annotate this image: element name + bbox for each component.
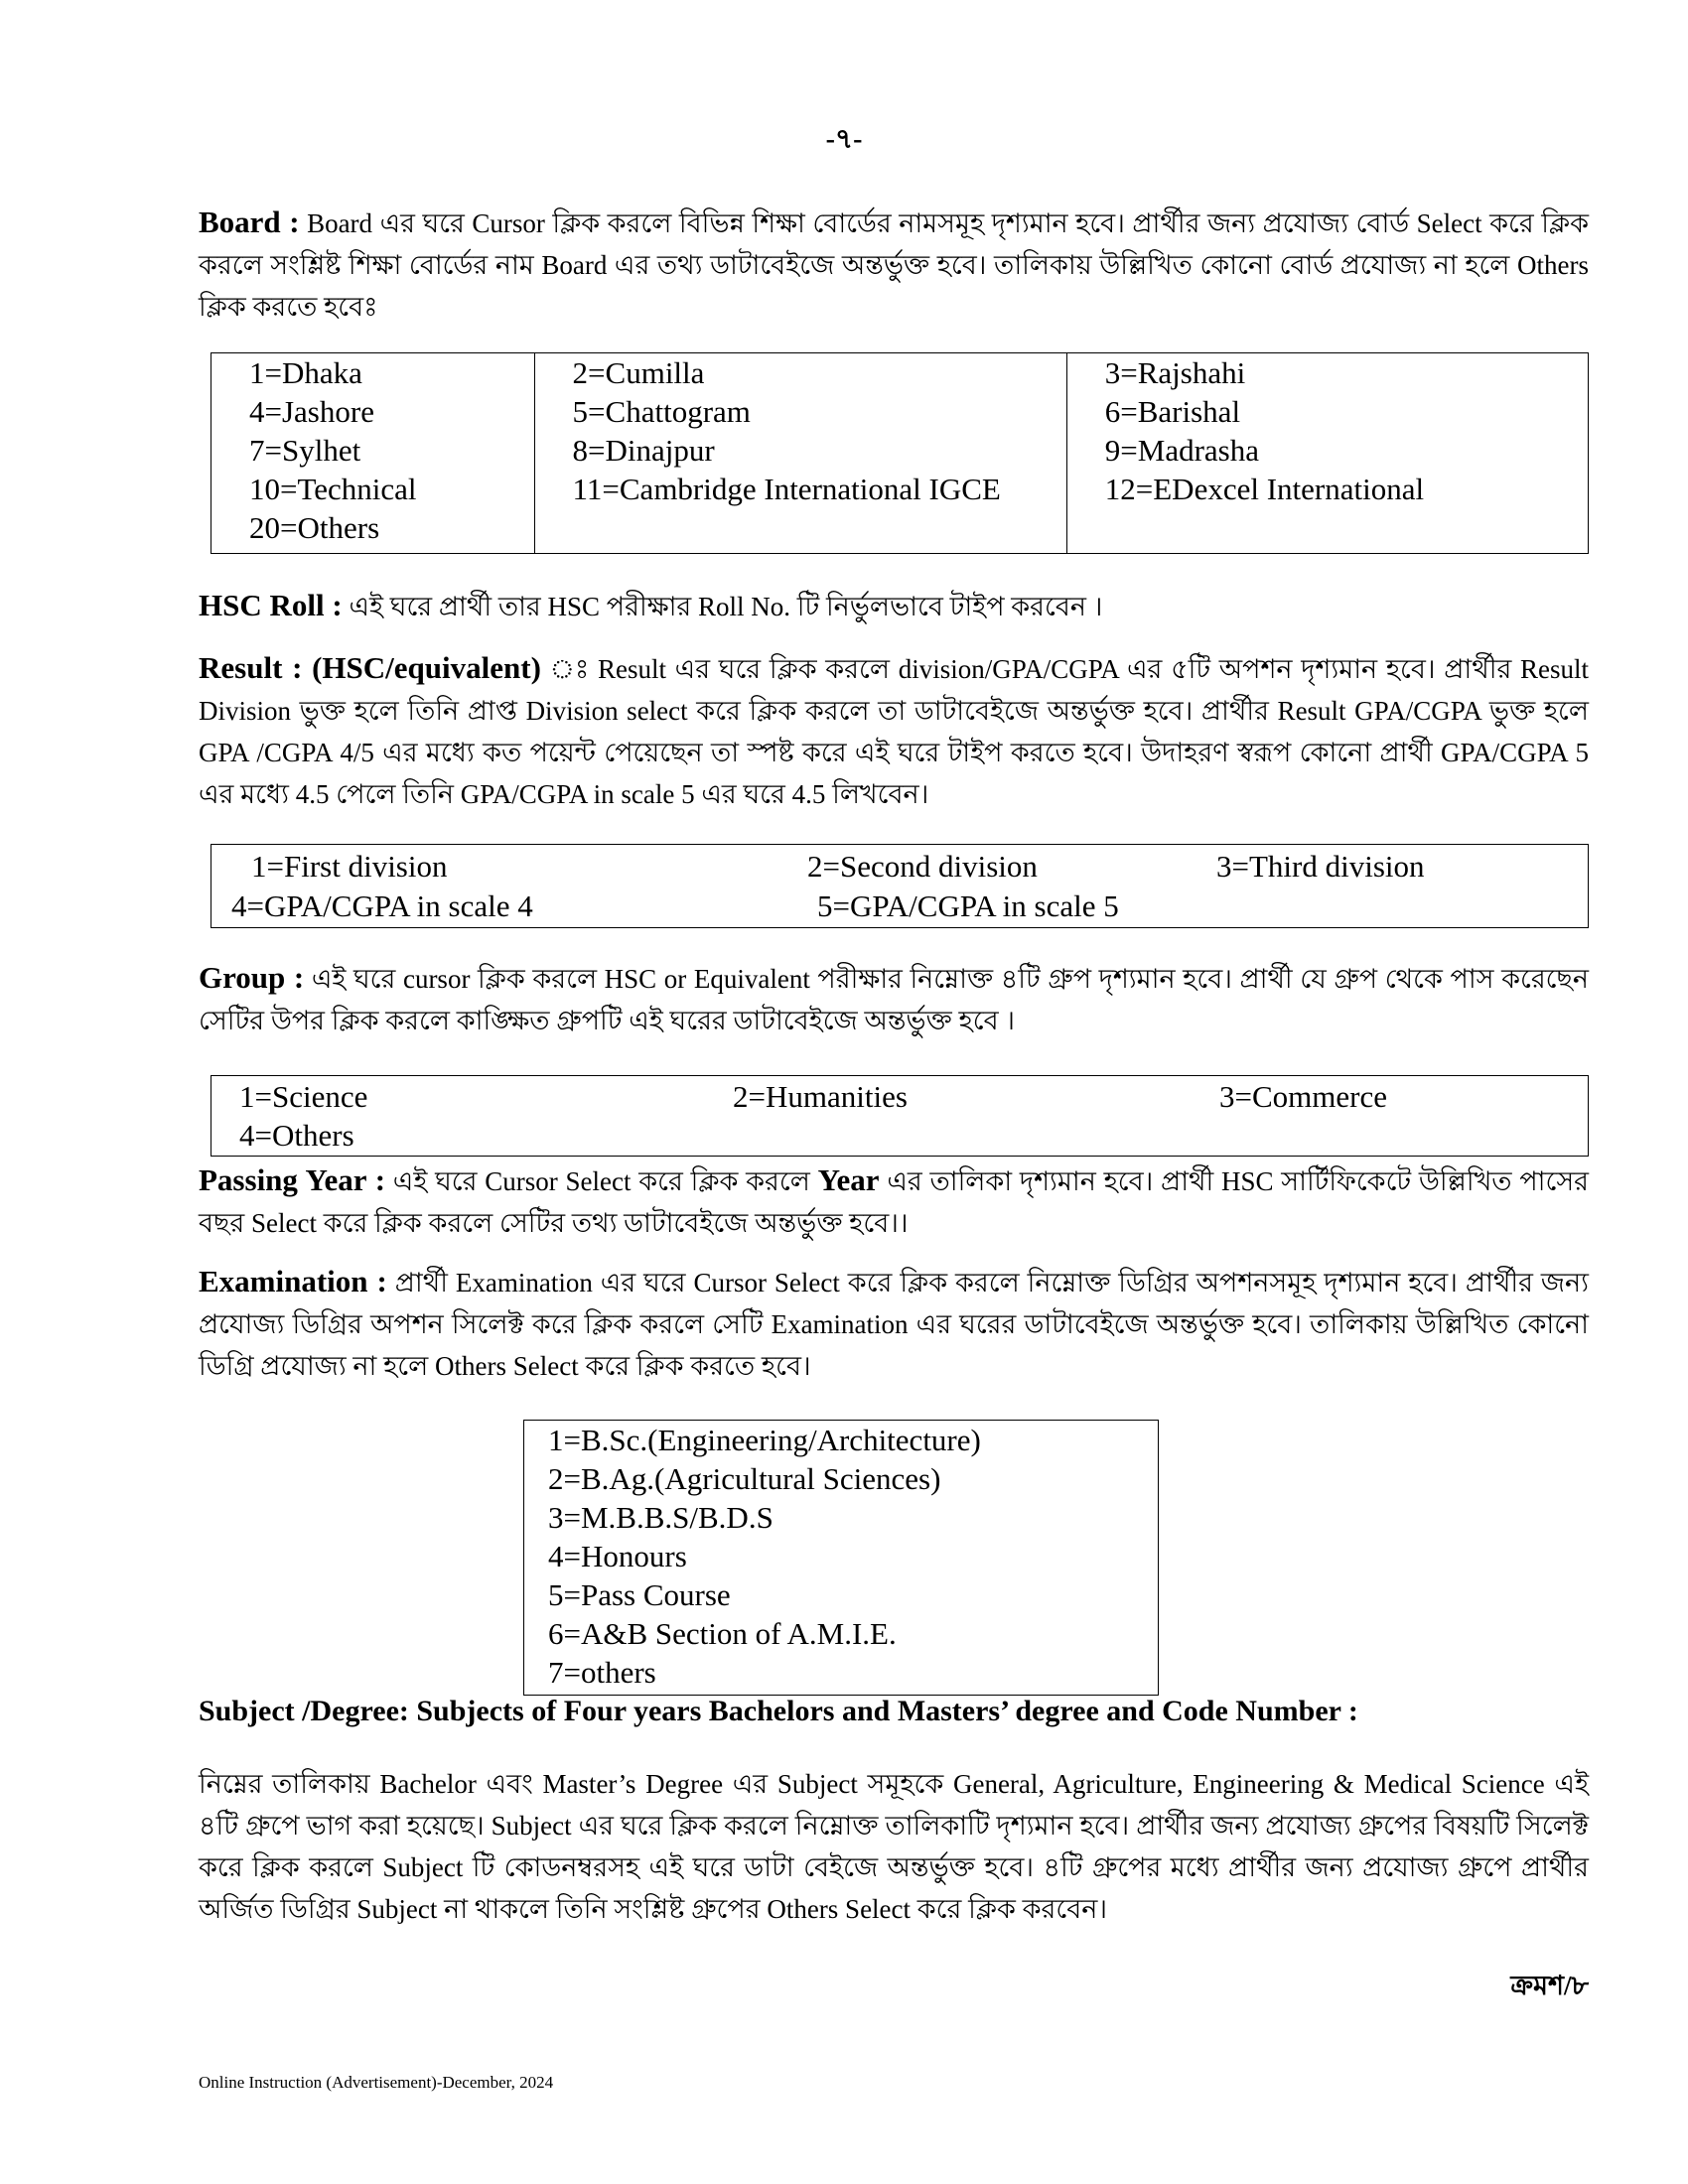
group-section — [199, 957, 1589, 1041]
passing-year-paragraph — [199, 1160, 1589, 1244]
continued-note: ক্রমশ/৮ — [1510, 1971, 1589, 2000]
result-option: 5=GPA/CGPA in scale 5 — [817, 888, 1119, 923]
board-option: 8=Dinajpur — [572, 433, 715, 468]
group-label: Group : — [199, 960, 305, 995]
page-number: -৭- — [825, 124, 863, 155]
result-option: 1=First division — [251, 849, 448, 884]
examination-options-table — [523, 1420, 1159, 1696]
result-option: 4=GPA/CGPA in scale 4 — [231, 888, 533, 923]
board-option: 1=Dhaka — [249, 355, 362, 390]
passing-year-section — [199, 1160, 1589, 1244]
examination-option: 1=B.Sc.(Engineering/Architecture) — [548, 1423, 981, 1457]
board-section — [199, 202, 1589, 328]
result-option: 2=Second division — [807, 849, 1038, 884]
group-option: 1=Science — [239, 1079, 368, 1114]
board-text: Board এর ঘরে Cursor ক্লিক করলে বিভিন্ন শিক্ষা বোর্ডের নামসমূহ দৃশ্যমান হবে। প্রার্থীর জন্য প্রযোজ্য বোর্ড Select করে ক্লিক করলে সংশ্লিষ্ট শিক্ষা বোর্ডের নাম Board এর তথ্য ডাটাবেইজে অন্তর্ভুক্ত হবে। তালিকায় উল্লিখিত কোনো বোর্ড প্রযোজ্য না হলে Others ক্লিক করতে হবেঃ — [199, 208, 1590, 322]
group-paragraph — [199, 957, 1589, 1041]
examination-option: 6=A&B Section of A.M.I.E. — [548, 1616, 897, 1651]
group-option: 2=Humanities — [733, 1079, 908, 1114]
examination-paragraph — [199, 1261, 1589, 1387]
board-option: 6=Barishal — [1104, 394, 1241, 429]
group-options-table — [211, 1075, 1589, 1157]
examination-option: 5=Pass Course — [548, 1577, 731, 1612]
board-option: 4=Jashore — [249, 394, 374, 429]
hsc-roll-label: HSC Roll : — [199, 588, 343, 622]
board-option: 12=EDexcel International — [1104, 472, 1425, 506]
subject-paragraph: নিম্নের তালিকায় Bachelor এবং Master’s Degree এর Subject সমূহকে General, Agriculture, Engineering & Medical Science এই ৪টি গ্রুপে ভাগ করা হয়েছে। Subject এর ঘরে ক্লিক করলে নিম্নোক্ত তালিকাটি দৃশ্যমান হবে। প্রার্থীর জন্য প্রযোজ্য গ্রুপের বিষয়টি সিলেক্ট করে ক্লিক করলে Subject টি কোডনম্বরসহ এই ঘরে ডাটা বেইজে অন্তর্ভুক্ত হবে। ৪টি গ্রুপের মধ্যে প্রার্থীর জন্য প্রযোজ্য গ্রুপে প্রার্থীর অর্জিত ডিগ্রির Subject না থাকলে তিনি সংশ্লিষ্ট গ্রুপের Others Select করে ক্লিক করবেন। — [199, 1769, 1589, 1924]
examination-text: প্রার্থী Examination এর ঘরে Cursor Select করে ক্লিক করলে নিম্নোক্ত ডিগ্রির অপশনসমূহ দৃশ্যমান হবে। প্রার্থীর জন্য প্রযোজ্য ডিগ্রির অপশন সিলেক্ট করে ক্লিক করলে সেটি Examination এর ঘরের ডাটাবেইজে অন্তর্ভুক্ত হবে। তালিকায় উল্লিখিত কোনো ডিগ্রি প্রযোজ্য না হলে Others Select করে ক্লিক করতে হবে। — [199, 1268, 1589, 1381]
board-option: 3=Rajshahi — [1104, 355, 1246, 390]
passing-year-label: Passing Year : — [199, 1162, 386, 1197]
board-option: 2=Cumilla — [572, 355, 705, 390]
passing-year-text: এই ঘরে Cursor Select করে ক্লিক করলে — [392, 1166, 810, 1196]
board-option: 5=Chattogram — [572, 394, 751, 429]
examination-section — [199, 1261, 1589, 1387]
result-paragraph — [199, 647, 1589, 815]
board-option: 7=Sylhet — [249, 433, 361, 468]
examination-option: 3=M.B.B.S/B.D.S — [548, 1500, 774, 1535]
passing-year-text-after: এর তালিকা দৃশ্যমান হবে। প্রার্থী HSC সার্টিফিকেটে উল্লিখিত পাসের বছর Select করে ক্লিক করলে সেটির তথ্য ডাটাবেইজে অন্তর্ভুক্ত হবে।। — [199, 1166, 1590, 1238]
examination-label: Examination : — [199, 1264, 387, 1298]
group-option: 4=Others — [239, 1118, 354, 1153]
board-option: 10=Technical — [249, 472, 417, 506]
footer-text: Online Instruction (Advertisement)-December, 2024 — [199, 2073, 554, 2092]
board-column-1 — [211, 353, 534, 553]
board-column-3 — [1066, 353, 1588, 553]
subject-heading: Subject /Degree: Subjects of Four years Bachelors and Masters’ degree and Code Number : — [199, 1695, 1358, 1727]
result-option: 3=Third division — [1216, 849, 1425, 884]
hsc-roll-paragraph — [199, 585, 1589, 627]
result-section — [199, 647, 1589, 815]
board-options-table — [211, 352, 1589, 554]
board-option: 20=Others — [249, 510, 380, 545]
hsc-roll-text: এই ঘরে প্রার্থী তার HSC পরীক্ষার Roll No. টি নির্ভুলভাবে টাইপ করবেন । — [349, 592, 1103, 621]
board-option: 11=Cambridge International IGCE — [572, 472, 1001, 506]
result-label: Result : (HSC/equivalent) — [199, 650, 541, 685]
group-text: এই ঘরে cursor ক্লিক করলে HSC or Equivalent পরীক্ষার নিম্নোক্ত ৪টি গ্রুপ দৃশ্যমান হবে। প্রার্থী যে গ্রুপ থেকে পাস করেছেন সেটির উপর ক্লিক করলে কাঙ্ক্ষিত গ্রুপটি এই ঘরের ডাটাবেইজে অন্তর্ভুক্ত হবে । — [199, 964, 1589, 1035]
subject-section — [199, 1763, 1589, 1930]
year-word: Year — [817, 1162, 880, 1197]
hsc-roll-section — [199, 585, 1589, 627]
result-options-table — [211, 844, 1589, 928]
examination-option: 7=others — [548, 1655, 656, 1690]
group-option: 3=Commerce — [1219, 1079, 1387, 1114]
result-text: ঃ Result এর ঘরে ক্লিক করলে division/GPA/CGPA এর ৫টি অপশন দৃশ্যমান হবে। প্রার্থীর Result Division ভুক্ত হলে তিনি প্রাপ্ত Division select করে ক্লিক করলে তা ডাটাবেইজে অন্তর্ভুক্ত হবে। প্রার্থীর Result GPA/CGPA ভুক্ত হলে GPA /CGPA 4/5 এর মধ্যে কত পয়েন্ট পেয়েছেন তা স্পষ্ট করে এই ঘরে টাইপ করতে হবে। উদাহরণ স্বরূপ কোনো প্রার্থী GPA/CGPA 5 এর মধ্যে 4.5 পেলে তিনি GPA/CGPA in scale 5 এর ঘরে 4.5 লিখবেন। — [199, 654, 1590, 809]
board-label: Board : — [199, 205, 300, 239]
board-column-2 — [534, 353, 1066, 553]
examination-option: 4=Honours — [548, 1539, 687, 1573]
board-paragraph — [199, 202, 1589, 328]
examination-option: 2=B.Ag.(Agricultural Sciences) — [548, 1461, 941, 1496]
board-option: 9=Madrasha — [1104, 433, 1259, 468]
